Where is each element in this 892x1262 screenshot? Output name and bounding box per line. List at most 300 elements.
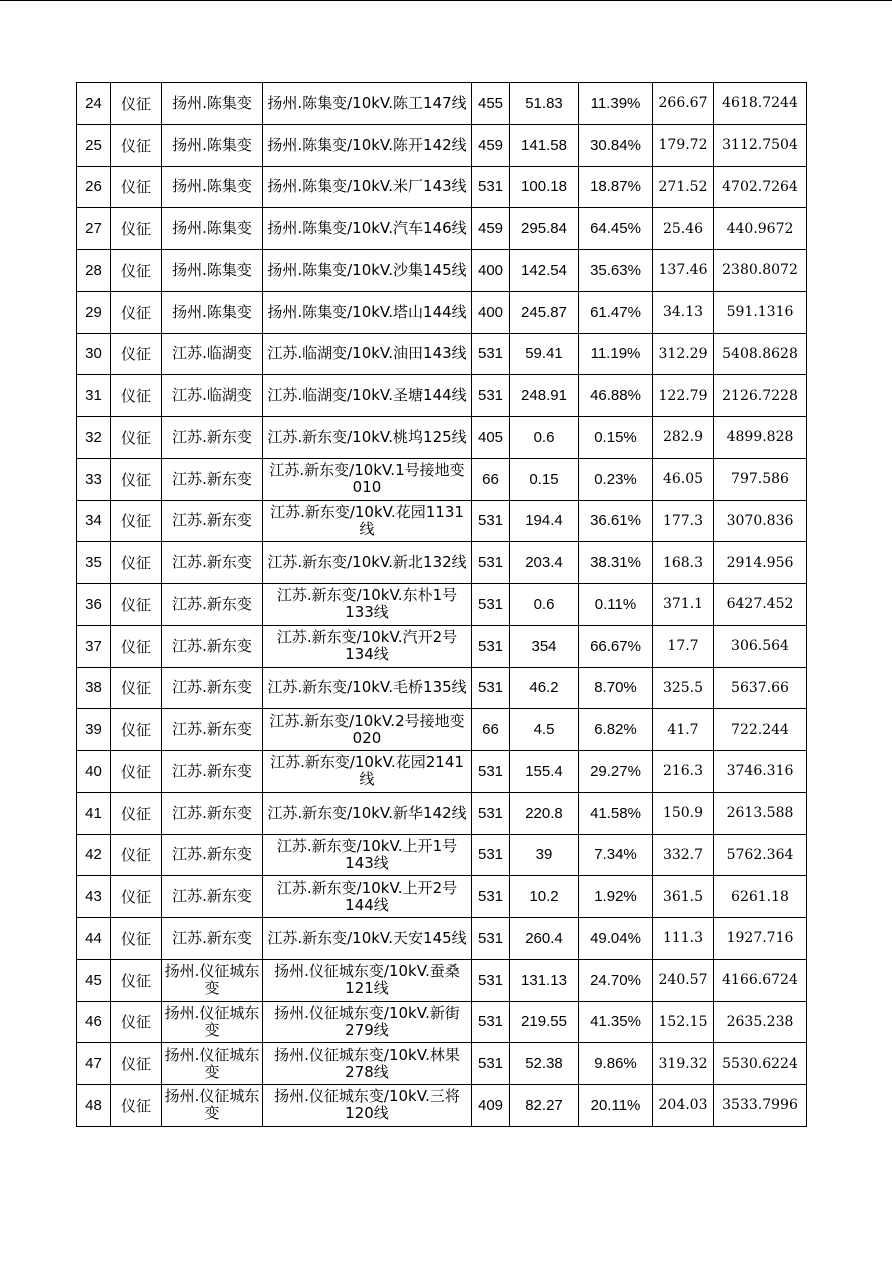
substation-cell-text: 江苏.新东变	[172, 469, 252, 488]
line-name-cell	[263, 458, 472, 500]
substation-cell	[162, 709, 263, 751]
available-kw-cell: 4166.6724	[714, 959, 807, 1001]
table-row	[77, 625, 807, 667]
load-rate-cell: 0.23%	[579, 458, 653, 500]
load-cell: 10.2	[510, 876, 579, 918]
load-rate-cell: 18.87%	[579, 166, 653, 208]
load-cell: 39	[510, 834, 579, 876]
row-number: 43	[77, 876, 111, 918]
capacity-cell: 531	[472, 584, 510, 626]
substation-cell	[162, 291, 263, 333]
line-name-cell	[263, 959, 472, 1001]
available-kw-cell: 2635.238	[714, 1001, 807, 1043]
row-number: 33	[77, 458, 111, 500]
substation-cell	[162, 667, 263, 709]
capacity-cell: 531	[472, 751, 510, 793]
load-cell: 46.2	[510, 667, 579, 709]
load-rate-cell: 11.19%	[579, 333, 653, 375]
substation-cell-text: 江苏.新东变	[172, 427, 252, 446]
line-name-cell-text: 江苏.新东变/10kV.新华142线	[267, 803, 467, 822]
table-row	[77, 584, 807, 626]
row-number: 37	[77, 625, 111, 667]
substation-cell	[162, 876, 263, 918]
load-rate-cell: 30.84%	[579, 124, 653, 166]
county-cell: 仪征	[111, 542, 162, 584]
capacity-cell: 531	[472, 542, 510, 584]
line-name-cell-text: 江苏.新东变/10kV.新北132线	[267, 553, 467, 572]
line-name-cell	[263, 1085, 472, 1127]
load-cell: 245.87	[510, 291, 579, 333]
county-cell: 仪征	[111, 834, 162, 876]
load-rate-cell: 46.88%	[579, 375, 653, 417]
table-row	[77, 83, 807, 125]
available-kw-cell: 5530.6224	[714, 1043, 807, 1085]
line-name-cell	[263, 542, 472, 584]
county-cell: 仪征	[111, 667, 162, 709]
row-number: 46	[77, 1001, 111, 1043]
substation-cell	[162, 834, 263, 876]
table-row	[77, 667, 807, 709]
line-name-cell-text: 江苏.新东变/10kV.上开2号144线	[276, 878, 458, 914]
row-number: 36	[77, 584, 111, 626]
line-name-cell	[263, 375, 472, 417]
capacity-cell: 455	[472, 83, 510, 125]
row-number: 32	[77, 417, 111, 459]
available-kw-cell: 3070.836	[714, 500, 807, 542]
substation-cell-text: 扬州.陈集变	[172, 135, 252, 154]
load-cell: 82.27	[510, 1085, 579, 1127]
substation-cell	[162, 333, 263, 375]
available-kw-cell: 4618.7244	[714, 83, 807, 125]
county-cell: 仪征	[111, 417, 162, 459]
capacity-table	[76, 82, 807, 1127]
capacity-cell: 66	[472, 709, 510, 751]
row-number: 42	[77, 834, 111, 876]
line-name-cell	[263, 333, 472, 375]
table-row	[77, 876, 807, 918]
county-cell: 仪征	[111, 709, 162, 751]
line-name-cell	[263, 625, 472, 667]
remaining-capacity-cell: 46.05	[653, 458, 714, 500]
substation-cell-text: 江苏.新东变	[172, 928, 252, 947]
available-kw-cell: 591.1316	[714, 291, 807, 333]
table-row	[77, 959, 807, 1001]
table-row	[77, 834, 807, 876]
substation-cell-text: 扬州.仪征城东变	[164, 1003, 260, 1039]
line-name-cell-text: 扬州.陈集变/10kV.陈工147线	[267, 93, 467, 112]
line-name-cell-text: 扬州.陈集变/10kV.汽车146线	[267, 219, 467, 238]
table-row	[77, 250, 807, 292]
line-name-cell	[263, 291, 472, 333]
table-row	[77, 291, 807, 333]
row-number: 47	[77, 1043, 111, 1085]
capacity-cell: 459	[472, 208, 510, 250]
load-cell: 141.58	[510, 124, 579, 166]
line-name-cell	[263, 166, 472, 208]
table-row	[77, 1085, 807, 1127]
substation-cell-text: 江苏.新东变	[172, 594, 252, 613]
substation-cell-text: 江苏.新东变	[172, 761, 252, 780]
substation-cell-text: 扬州.仪征城东变	[164, 962, 260, 998]
load-rate-cell: 11.39%	[579, 83, 653, 125]
load-rate-cell: 6.82%	[579, 709, 653, 751]
county-cell: 仪征	[111, 792, 162, 834]
available-kw-cell: 1927.716	[714, 918, 807, 960]
row-number: 44	[77, 918, 111, 960]
line-name-cell-text: 江苏.新东变/10kV.花园1131线	[270, 502, 464, 538]
line-name-cell	[263, 709, 472, 751]
substation-cell	[162, 417, 263, 459]
remaining-capacity-cell: 34.13	[653, 291, 714, 333]
capacity-cell: 531	[472, 918, 510, 960]
capacity-cell: 66	[472, 458, 510, 500]
row-number: 34	[77, 500, 111, 542]
remaining-capacity-cell: 152.15	[653, 1001, 714, 1043]
table-row	[77, 1043, 807, 1085]
county-cell: 仪征	[111, 1043, 162, 1085]
load-cell: 100.18	[510, 166, 579, 208]
remaining-capacity-cell: 371.1	[653, 584, 714, 626]
line-name-cell-text: 江苏.新东变/10kV.天安145线	[267, 928, 467, 947]
line-name-cell	[263, 876, 472, 918]
load-rate-cell: 41.35%	[579, 1001, 653, 1043]
remaining-capacity-cell: 325.5	[653, 667, 714, 709]
remaining-capacity-cell: 17.7	[653, 625, 714, 667]
capacity-cell: 531	[472, 876, 510, 918]
line-name-cell	[263, 83, 472, 125]
table-row	[77, 709, 807, 751]
line-name-cell	[263, 751, 472, 793]
substation-cell	[162, 375, 263, 417]
county-cell: 仪征	[111, 250, 162, 292]
capacity-cell: 531	[472, 1043, 510, 1085]
row-number: 28	[77, 250, 111, 292]
load-rate-cell: 38.31%	[579, 542, 653, 584]
capacity-cell: 531	[472, 500, 510, 542]
load-cell: 51.83	[510, 83, 579, 125]
line-name-cell	[263, 250, 472, 292]
county-cell: 仪征	[111, 1085, 162, 1127]
line-name-cell	[263, 667, 472, 709]
remaining-capacity-cell: 177.3	[653, 500, 714, 542]
load-cell: 203.4	[510, 542, 579, 584]
available-kw-cell: 5762.364	[714, 834, 807, 876]
county-cell: 仪征	[111, 751, 162, 793]
remaining-capacity-cell: 271.52	[653, 166, 714, 208]
line-name-cell-text: 江苏.新东变/10kV.花园2141线	[270, 753, 464, 789]
line-name-cell	[263, 792, 472, 834]
line-name-cell	[263, 584, 472, 626]
available-kw-cell: 5408.8628	[714, 333, 807, 375]
load-rate-cell: 1.92%	[579, 876, 653, 918]
remaining-capacity-cell: 122.79	[653, 375, 714, 417]
substation-cell-text: 扬州.仪征城东变	[164, 1045, 260, 1081]
load-rate-cell: 41.58%	[579, 792, 653, 834]
substation-cell-text: 江苏.新东变	[172, 678, 252, 697]
line-name-cell-text: 扬州.仪征城东变/10kV.新街279线	[274, 1003, 460, 1039]
line-name-cell-text: 江苏.新东变/10kV.毛桥135线	[267, 678, 467, 697]
substation-cell	[162, 458, 263, 500]
substation-cell	[162, 792, 263, 834]
load-cell: 194.4	[510, 500, 579, 542]
table-row	[77, 751, 807, 793]
load-rate-cell: 9.86%	[579, 1043, 653, 1085]
remaining-capacity-cell: 25.46	[653, 208, 714, 250]
table-body	[77, 83, 807, 1127]
row-number: 24	[77, 83, 111, 125]
remaining-capacity-cell: 204.03	[653, 1085, 714, 1127]
row-number: 29	[77, 291, 111, 333]
capacity-cell: 531	[472, 1001, 510, 1043]
load-rate-cell: 66.67%	[579, 625, 653, 667]
load-cell: 219.55	[510, 1001, 579, 1043]
substation-cell-text: 江苏.新东变	[172, 511, 252, 530]
table-row	[77, 918, 807, 960]
line-name-cell-text: 江苏.临湖变/10kV.油田143线	[267, 344, 467, 363]
row-number: 41	[77, 792, 111, 834]
load-cell: 220.8	[510, 792, 579, 834]
available-kw-cell: 3533.7996	[714, 1085, 807, 1127]
load-cell: 59.41	[510, 333, 579, 375]
capacity-cell: 531	[472, 834, 510, 876]
table-row	[77, 375, 807, 417]
capacity-cell: 531	[472, 333, 510, 375]
county-cell: 仪征	[111, 625, 162, 667]
line-name-cell-text: 江苏.新东变/10kV.上开1号143线	[276, 836, 458, 872]
capacity-cell: 459	[472, 124, 510, 166]
load-rate-cell: 35.63%	[579, 250, 653, 292]
load-rate-cell: 29.27%	[579, 751, 653, 793]
substation-cell	[162, 124, 263, 166]
county-cell: 仪征	[111, 166, 162, 208]
county-cell: 仪征	[111, 375, 162, 417]
line-name-cell-text: 扬州.仪征城东变/10kV.蚕桑121线	[274, 962, 460, 998]
substation-cell	[162, 751, 263, 793]
available-kw-cell: 3112.7504	[714, 124, 807, 166]
substation-cell-text: 扬州.陈集变	[172, 177, 252, 196]
line-name-cell-text: 扬州.陈集变/10kV.塔山144线	[267, 302, 467, 321]
available-kw-cell: 2380.8072	[714, 250, 807, 292]
row-number: 25	[77, 124, 111, 166]
county-cell: 仪征	[111, 876, 162, 918]
line-name-cell	[263, 918, 472, 960]
available-kw-cell: 4702.7264	[714, 166, 807, 208]
remaining-capacity-cell: 41.7	[653, 709, 714, 751]
substation-cell	[162, 542, 263, 584]
table-row	[77, 458, 807, 500]
capacity-cell: 531	[472, 959, 510, 1001]
remaining-capacity-cell: 312.29	[653, 333, 714, 375]
load-cell: 155.4	[510, 751, 579, 793]
county-cell: 仪征	[111, 500, 162, 542]
load-rate-cell: 20.11%	[579, 1085, 653, 1127]
available-kw-cell: 440.9672	[714, 208, 807, 250]
top-rule	[0, 0, 892, 1]
line-name-cell-text: 扬州.仪征城东变/10kV.三将120线	[274, 1087, 460, 1123]
substation-cell-text: 江苏.新东变	[172, 803, 252, 822]
table-row	[77, 333, 807, 375]
substation-cell-text: 江苏.新东变	[172, 636, 252, 655]
remaining-capacity-cell: 332.7	[653, 834, 714, 876]
line-name-cell-text: 江苏.临湖变/10kV.圣塘144线	[267, 386, 467, 405]
county-cell: 仪征	[111, 584, 162, 626]
capacity-cell: 531	[472, 625, 510, 667]
substation-cell-text: 江苏.新东变	[172, 845, 252, 864]
capacity-cell: 405	[472, 417, 510, 459]
available-kw-cell: 3746.316	[714, 751, 807, 793]
load-cell: 4.5	[510, 709, 579, 751]
load-rate-cell: 61.47%	[579, 291, 653, 333]
remaining-capacity-cell: 150.9	[653, 792, 714, 834]
substation-cell-text: 扬州.陈集变	[172, 302, 252, 321]
table-row	[77, 166, 807, 208]
row-number: 30	[77, 333, 111, 375]
row-number: 48	[77, 1085, 111, 1127]
capacity-cell: 531	[472, 792, 510, 834]
substation-cell-text: 江苏.临湖变	[172, 386, 252, 405]
substation-cell-text: 江苏.新东变	[172, 887, 252, 906]
capacity-cell: 409	[472, 1085, 510, 1127]
line-name-cell-text: 江苏.新东变/10kV.东朴1号133线	[276, 586, 458, 622]
capacity-cell: 531	[472, 375, 510, 417]
row-number: 38	[77, 667, 111, 709]
table-row	[77, 208, 807, 250]
load-cell: 142.54	[510, 250, 579, 292]
line-name-cell	[263, 417, 472, 459]
substation-cell-text: 扬州.陈集变	[172, 219, 252, 238]
line-name-cell	[263, 208, 472, 250]
capacity-cell: 531	[472, 667, 510, 709]
row-number: 45	[77, 959, 111, 1001]
load-cell: 52.38	[510, 1043, 579, 1085]
load-cell: 295.84	[510, 208, 579, 250]
substation-cell-text: 江苏.临湖变	[172, 344, 252, 363]
county-cell: 仪征	[111, 1001, 162, 1043]
capacity-cell: 531	[472, 166, 510, 208]
substation-cell-text: 扬州.陈集变	[172, 93, 252, 112]
load-rate-cell: 0.15%	[579, 417, 653, 459]
available-kw-cell: 6427.452	[714, 584, 807, 626]
remaining-capacity-cell: 319.32	[653, 1043, 714, 1085]
line-name-cell-text: 江苏.新东变/10kV.桃坞125线	[267, 427, 467, 446]
remaining-capacity-cell: 168.3	[653, 542, 714, 584]
substation-cell	[162, 1043, 263, 1085]
load-cell: 260.4	[510, 918, 579, 960]
county-cell: 仪征	[111, 333, 162, 375]
substation-cell	[162, 918, 263, 960]
available-kw-cell: 4899.828	[714, 417, 807, 459]
line-name-cell	[263, 1001, 472, 1043]
substation-cell-text: 扬州.陈集变	[172, 260, 252, 279]
line-name-cell	[263, 1043, 472, 1085]
county-cell: 仪征	[111, 291, 162, 333]
available-kw-cell: 2126.7228	[714, 375, 807, 417]
table-row	[77, 417, 807, 459]
available-kw-cell: 797.586	[714, 458, 807, 500]
table-row	[77, 500, 807, 542]
row-number: 35	[77, 542, 111, 584]
load-cell: 354	[510, 625, 579, 667]
load-rate-cell: 0.11%	[579, 584, 653, 626]
line-name-cell-text: 江苏.新东变/10kV.1号接地变010	[269, 461, 465, 497]
remaining-capacity-cell: 282.9	[653, 417, 714, 459]
line-name-cell-text: 扬州.陈集变/10kV.陈开142线	[267, 135, 467, 154]
county-cell: 仪征	[111, 208, 162, 250]
remaining-capacity-cell: 111.3	[653, 918, 714, 960]
substation-cell	[162, 1085, 263, 1127]
remaining-capacity-cell: 266.67	[653, 83, 714, 125]
remaining-capacity-cell: 361.5	[653, 876, 714, 918]
row-number: 31	[77, 375, 111, 417]
line-name-cell-text: 江苏.新东变/10kV.汽开2号134线	[276, 628, 458, 664]
row-number: 40	[77, 751, 111, 793]
county-cell: 仪征	[111, 918, 162, 960]
load-cell: 0.6	[510, 584, 579, 626]
substation-cell	[162, 959, 263, 1001]
substation-cell-text: 江苏.新东变	[172, 720, 252, 739]
load-cell: 131.13	[510, 959, 579, 1001]
load-rate-cell: 7.34%	[579, 834, 653, 876]
row-number: 26	[77, 166, 111, 208]
county-cell: 仪征	[111, 458, 162, 500]
available-kw-cell: 2914.956	[714, 542, 807, 584]
substation-cell	[162, 250, 263, 292]
county-cell: 仪征	[111, 124, 162, 166]
substation-cell-text: 江苏.新东变	[172, 553, 252, 572]
line-name-cell	[263, 834, 472, 876]
substation-cell	[162, 1001, 263, 1043]
load-cell: 0.6	[510, 417, 579, 459]
substation-cell	[162, 500, 263, 542]
substation-cell-text: 扬州.仪征城东变	[164, 1087, 260, 1123]
remaining-capacity-cell: 137.46	[653, 250, 714, 292]
remaining-capacity-cell: 179.72	[653, 124, 714, 166]
load-cell: 248.91	[510, 375, 579, 417]
available-kw-cell: 5637.66	[714, 667, 807, 709]
load-rate-cell: 36.61%	[579, 500, 653, 542]
substation-cell	[162, 625, 263, 667]
remaining-capacity-cell: 240.57	[653, 959, 714, 1001]
line-name-cell-text: 扬州.陈集变/10kV.米厂143线	[267, 177, 467, 196]
available-kw-cell: 722.244	[714, 709, 807, 751]
load-cell: 0.15	[510, 458, 579, 500]
row-number: 39	[77, 709, 111, 751]
county-cell: 仪征	[111, 959, 162, 1001]
table-row	[77, 542, 807, 584]
available-kw-cell: 306.564	[714, 625, 807, 667]
table-row	[77, 124, 807, 166]
table-row	[77, 1001, 807, 1043]
line-name-cell-text: 江苏.新东变/10kV.2号接地变020	[269, 711, 465, 747]
capacity-cell: 400	[472, 291, 510, 333]
remaining-capacity-cell: 216.3	[653, 751, 714, 793]
line-name-cell-text: 扬州.仪征城东变/10kV.林果278线	[274, 1045, 460, 1081]
available-kw-cell: 6261.18	[714, 876, 807, 918]
available-kw-cell: 2613.588	[714, 792, 807, 834]
load-rate-cell: 64.45%	[579, 208, 653, 250]
substation-cell	[162, 208, 263, 250]
substation-cell	[162, 83, 263, 125]
substation-cell	[162, 584, 263, 626]
line-name-cell	[263, 124, 472, 166]
load-rate-cell: 8.70%	[579, 667, 653, 709]
row-number: 27	[77, 208, 111, 250]
line-name-cell-text: 扬州.陈集变/10kV.沙集145线	[267, 260, 467, 279]
capacity-cell: 400	[472, 250, 510, 292]
county-cell: 仪征	[111, 83, 162, 125]
substation-cell	[162, 166, 263, 208]
load-rate-cell: 49.04%	[579, 918, 653, 960]
